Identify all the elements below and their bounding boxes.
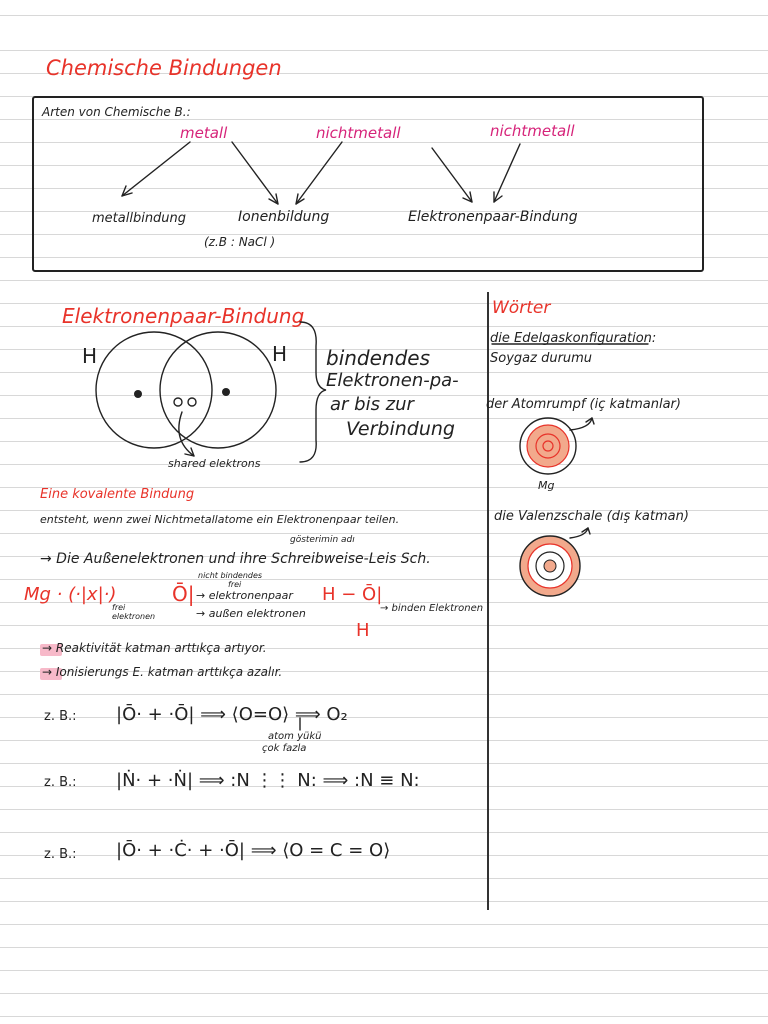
example-2-expression: |Ṅ· + ·Ṅ| ⟹ :N ⋮⋮ N: ⟹ :N ≡ N: [116,770,420,791]
covalent-definition: entsteht, wenn zwei Nichtmetallatome ein Elektronenpaar teilen. [40,513,400,526]
brace-line-1: bindendes [326,346,431,370]
page-title: Chemische Bindungen [46,56,282,80]
label-aussen-elektronen: → außen elektronen [196,607,306,620]
section-title: Elektronenpaar-Bindung [62,304,305,328]
water-formula: H − Ō| [322,584,383,605]
bullet-ionisierung: → Ionisierungs E. katman arttıkça azalır. [42,665,283,679]
note-gosterimin: gösterimin adı [290,535,355,545]
brace-line-2: Elektronen-pa- [326,370,459,391]
label-binden-elektronen: → binden Elektronen [380,603,484,614]
label-frei-elektronen: frei elektronen [112,603,156,621]
words-title: Wörter [492,298,551,318]
example-1-label: z. B.: [44,709,77,724]
oxygen-symbol: Ō| [172,582,195,606]
example-1-expression: |Ō· + ·Ō| ⟹ ⟨O=O⟩ ⟹ O₂ [116,704,348,725]
label-nicht-bindendes: nicht bindendes [198,571,263,580]
covalent-title: Eine kovalente Bindung [40,487,195,502]
word-soygaz: Soygaz durumu [490,351,593,366]
mg-label: Mg [538,479,555,492]
bullet-reaktivitaet: → Reaktivität katman arttıkça artıyor. [42,641,267,655]
h-right: H [272,342,288,366]
brace-line-4: Verbindung [346,418,455,440]
shared-electrons-label: shared elektrons [168,457,261,470]
example-2-label: z. B.: [44,775,77,790]
word-edelgas: die Edelgaskonfiguration: [490,331,657,346]
label-ionenbildung: Ionenbildung [238,209,330,225]
water-h-bottom: H [356,620,370,641]
point-aussenelektronen: → Die Außenelektronen und ihre Schreibweise-Leis Sch. [40,551,431,567]
label-metallbindung: metallbindung [92,211,187,226]
label-metall: metall [180,124,228,142]
types-heading: Arten von Chemische B.: [42,105,191,119]
mg-electron-formula: Mg · (·|x|·) [24,584,117,605]
example-3-label: z. B.: [44,847,77,862]
word-valenzschale: die Valenzschale (dış katman) [494,509,689,524]
h-left: H [82,344,98,368]
label-frei: frei [228,580,242,589]
label-elektronenpaar-bindung: Elektronenpaar-Bindung [408,209,578,225]
word-atomrumpf: der Atomrumpf (iç katmanlar) [486,397,681,412]
atom-note-1: atom yükü [268,731,322,742]
example-3-expression: |Ō· + ·Ċ· + ·Ō| ⟹ ⟨O = C = O⟩ [116,840,391,861]
label-elektronenpaar: → elektronenpaar [196,589,293,602]
atom-note-2: çok fazla [262,743,307,754]
label-nichtmetall-1: nichtmetall [316,124,401,142]
label-nichtmetall-2: nichtmetall [490,122,575,140]
example-nacl: (z.B : NaCl ) [204,235,276,249]
brace-line-3: ar bis zur [330,394,414,415]
